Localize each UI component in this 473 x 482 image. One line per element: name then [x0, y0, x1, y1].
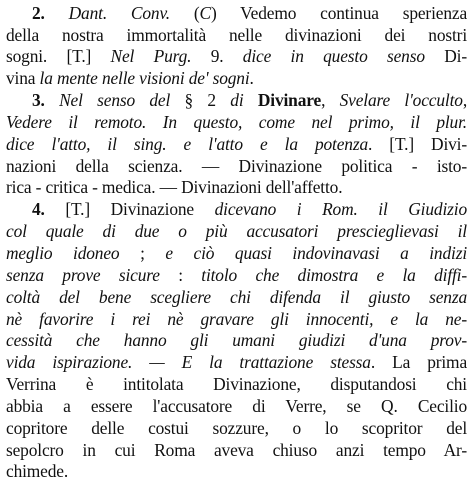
text-run: vina: [6, 68, 40, 88]
text-line: [6, 417, 467, 439]
text-run: rica - critica - medica. — Divinazioni dell'affetto.: [6, 177, 343, 197]
text-run: della nostra immortalità nelle divinazioni dei nostri: [6, 25, 467, 45]
text-run: Nel Purg.: [110, 46, 192, 66]
text-run: cessità che hanno gli umani giudizi d'una prov-: [6, 330, 467, 350]
text-run: .: [249, 68, 254, 88]
text-line: [6, 242, 467, 264]
text-line: [6, 198, 467, 220]
text-run: Nel senso del: [59, 90, 171, 110]
text-line: [6, 45, 467, 67]
text-run: ;: [119, 243, 166, 263]
text-run: C: [199, 3, 211, 23]
text-run: senza prove sicure: [6, 265, 160, 285]
text-line: [6, 2, 467, 24]
text-run: 4.: [32, 199, 66, 219]
text-line: [6, 395, 467, 417]
text-run: e ciò quasi indovinavasi a indizi: [165, 243, 467, 263]
text-line: [6, 329, 467, 351]
text-run: (: [169, 3, 200, 23]
text-line: [6, 220, 467, 242]
text-run: Vedere il remoto. In questo, come nel primo, il plur.: [6, 112, 467, 132]
text-run: la mente nelle visioni de' sogni: [39, 68, 250, 88]
text-line: [6, 89, 467, 111]
text-line: [6, 155, 467, 177]
text-run: nè favorire i rei nè gravare gli innocenti, e la ne-: [6, 309, 467, 329]
text-run: di: [230, 90, 244, 110]
text-run: sepolcro in cui Roma aveva chiuso anzi tempo Ar-: [6, 440, 467, 460]
text-line: [6, 308, 467, 330]
text-run: ,: [462, 90, 467, 110]
text-run: titolo che dimostra e la diffi-: [201, 265, 467, 285]
text-run: . La prima: [370, 352, 467, 372]
text-run: chimede.: [6, 461, 69, 481]
text-run: vida ispirazione. — E la trattazione stessa: [6, 352, 371, 372]
text-run: sogni. [T.]: [6, 46, 111, 66]
text-line: [6, 24, 467, 46]
text-run: dice l'atto, il sing. e l'atto e la potenza: [6, 134, 369, 154]
text-run: 3.: [32, 90, 60, 110]
text-line: [6, 264, 467, 286]
text-run: abbia a essere l'accusatore di Verre, se Q. Cecilio: [6, 396, 467, 416]
text-line: [6, 67, 467, 89]
text-line: [6, 133, 467, 155]
text-run: nazioni della scienza. — Divinazione politica - isto-: [6, 156, 467, 176]
text-run: Dant. Conv.: [68, 3, 170, 23]
text-line: [6, 111, 467, 133]
text-run: . [T.] Divi-: [368, 134, 467, 154]
text-run: dice in questo senso: [242, 46, 425, 66]
text-run: [244, 90, 258, 110]
text-run: § 2: [170, 90, 231, 110]
text-run: ) Vedemo continua sperienza: [210, 3, 467, 23]
text-line: [6, 286, 467, 308]
text-line: [6, 373, 467, 395]
text-run: ,: [321, 90, 340, 110]
text-run: [T.] Divinazione: [65, 199, 215, 219]
text-run: Svelare l'occulto: [339, 90, 463, 110]
text-run: 9.: [191, 46, 243, 66]
text-line: [6, 176, 467, 198]
text-run: Verrina è intitolata Divinazione, disputandosi chi: [6, 374, 467, 394]
text-run: Divinare: [257, 90, 322, 110]
text-run: copritore delle costui sozzure, o lo scopritor del: [6, 418, 467, 438]
text-line: [6, 439, 467, 461]
text-line: [6, 460, 467, 482]
text-run: col quale di due o più accusatori prescieglievasi il: [6, 221, 467, 241]
text-run: 2.: [32, 3, 69, 23]
text-run: Di-: [424, 46, 467, 66]
text-line: [6, 351, 467, 373]
text-run: meglio idoneo: [6, 243, 120, 263]
text-run: :: [159, 265, 202, 285]
text-run: dicevano i Rom. il Giudizio: [214, 199, 467, 219]
text-run: coltà del bene scegliere chi difenda il giusto senza: [6, 287, 467, 307]
